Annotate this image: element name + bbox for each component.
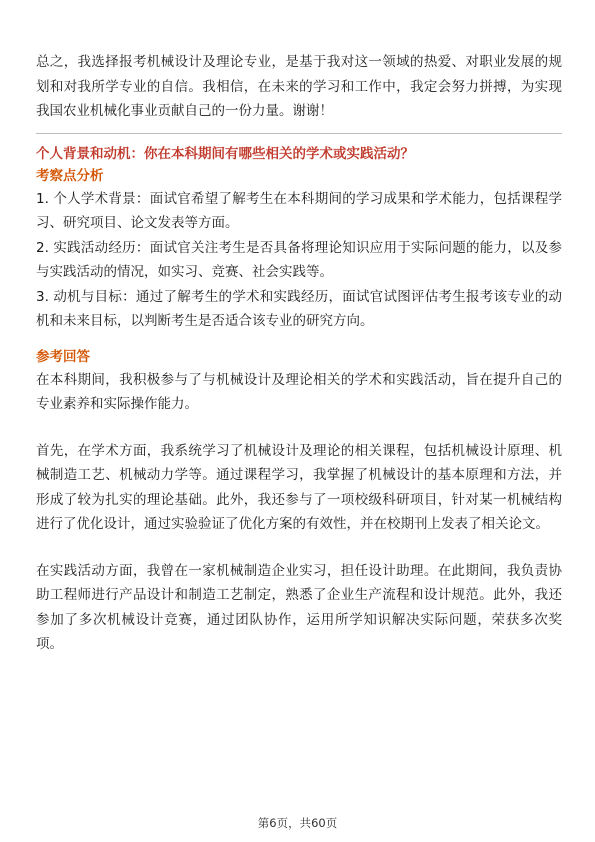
question-title: 个人背景和动机：你在本科期间有哪些相关的学术或实践活动？ xyxy=(36,145,414,162)
page-number: 第6页，共60页 xyxy=(257,816,338,830)
section-divider xyxy=(36,133,562,134)
answer-heading: 参考回答 xyxy=(36,348,90,365)
conclusion-paragraph: 总之，我选择报考机械设计及理论专业，是基于我对这一领域的热爱、对职业发展的规划和对我所学专业的自信。我相信，在未来的学习和工作中，我定会努力拼搏，为实现我国农业机械化事业贡献自己的一份力量。谢谢！ xyxy=(36,54,562,119)
spacer xyxy=(36,417,562,439)
analysis-item: 2. 实践活动经历：面试官关注考生是否具备将理论知识应用于实际问题的能力，以及参与实践活动的情况，如实习、竞赛、社会实践等。 xyxy=(36,239,562,280)
analysis-heading: 考察点分析 xyxy=(36,167,104,184)
document-page xyxy=(36,50,562,657)
spacer xyxy=(36,537,562,559)
analysis-item: 1. 个人学术背景：面试官希望了解考生在本科期间的学习成果和学术能力，包括课程学习、研究项目、论文发表等方面。 xyxy=(36,190,562,231)
analysis-item: 3. 动机与目标：通过了解考生的学术和实践经历，面试官试图评估考生报考该专业的动机和未来目标，以判断考生是否适合该专业的研究方向。 xyxy=(36,288,562,329)
answer-paragraph: 在实践活动方面，我曾在一家机械制造企业实习，担任设计助理。在此期间，我负责协助工程师进行产品设计和制造工艺制定，熟悉了企业生产流程和设计规范。此外，我还参加了多次机械设计竞赛，通过团队协作，运用所学知识解决实际问题，荣获多次奖项。 xyxy=(36,562,562,652)
answer-paragraph: 首先，在学术方面，我系统学习了机械设计及理论的相关课程，包括机械设计原理、机械制造工艺、机械动力学等。通过课程学习，我掌握了机械设计的基本原理和方法，并形成了较为扎实的理论基础。此外，我还参与了一项校级科研项目，针对某一机械结构进行了优化设计，通过实验验证了优化方案的有效性，并在校期刊上发表了相关论文。 xyxy=(36,442,562,532)
answer-paragraph: 在本科期间，我积极参与了与机械设计及理论相关的学术和实践活动，旨在提升自己的专业素养和实际操作能力。 xyxy=(36,371,562,412)
spacer xyxy=(36,334,562,346)
